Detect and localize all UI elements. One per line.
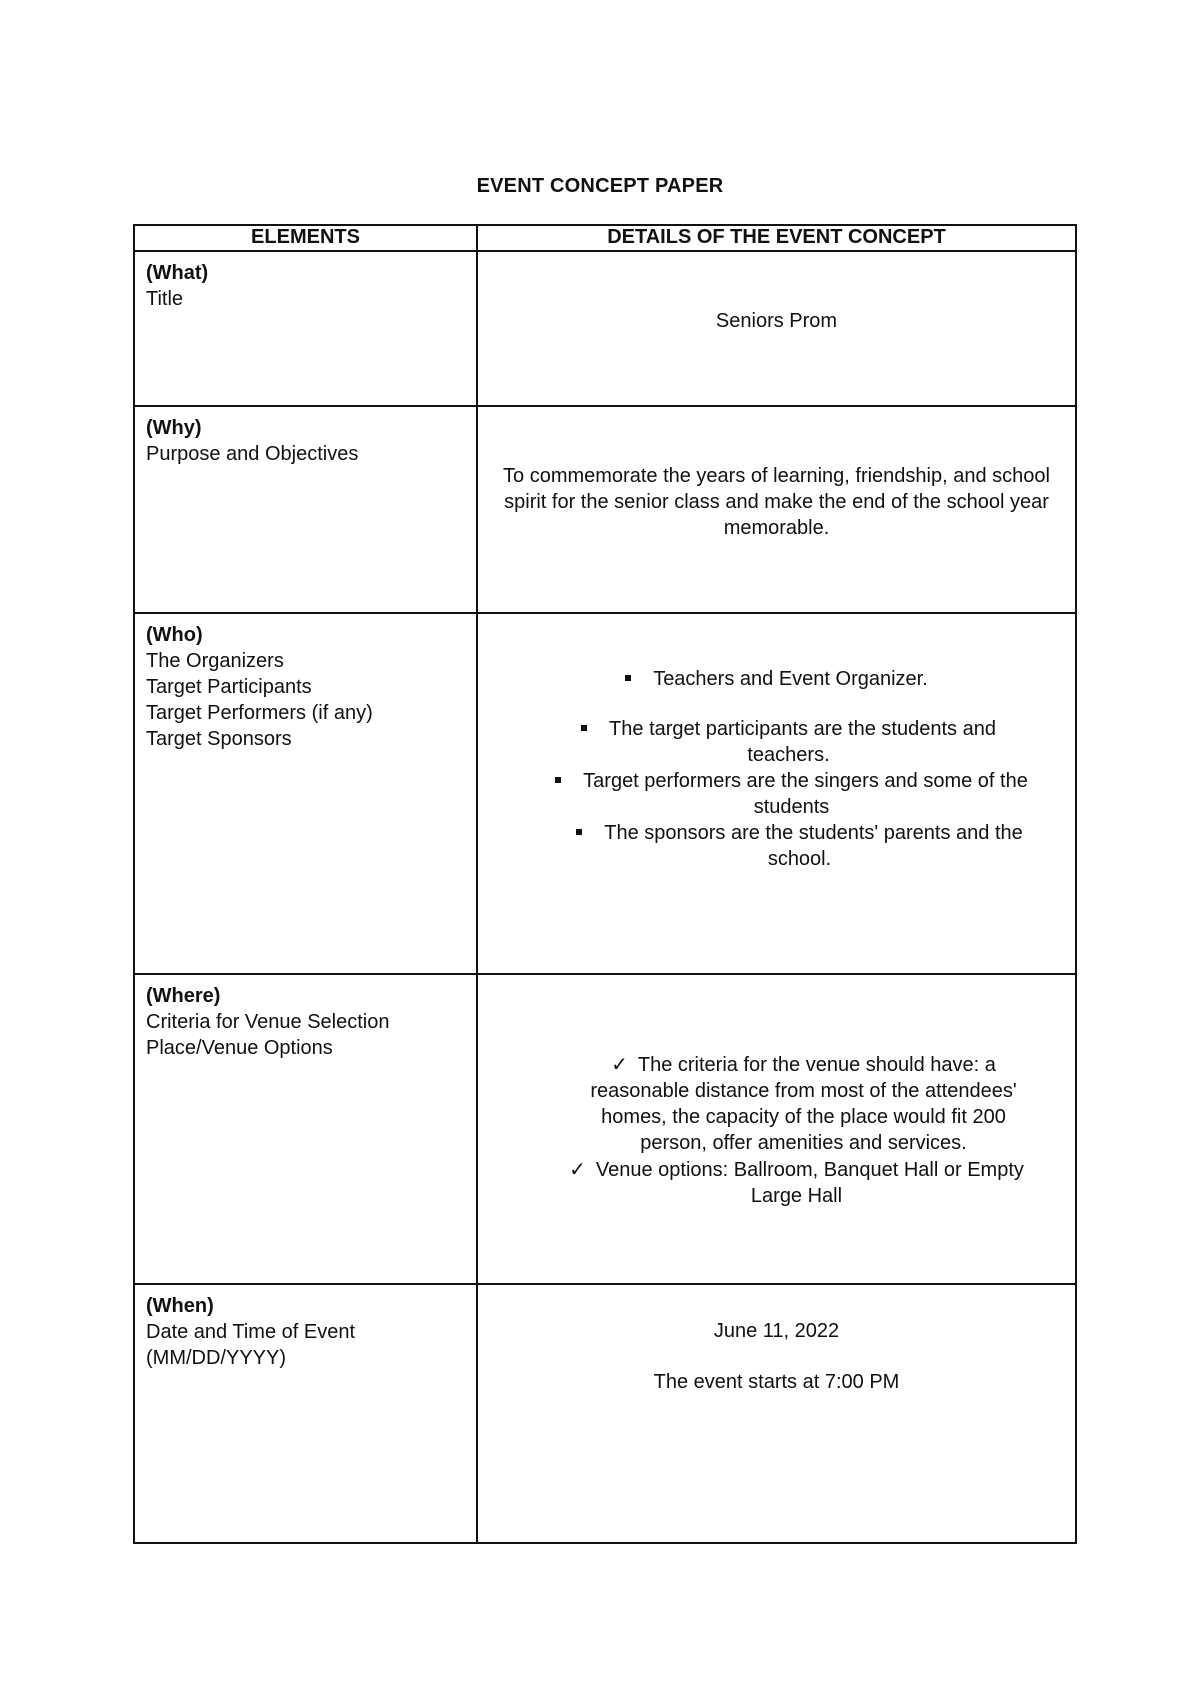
square-bullet-icon xyxy=(576,829,582,835)
table-row xyxy=(134,613,1076,974)
element-label: (MM/DD/YYYY) xyxy=(146,1347,286,1369)
list-item xyxy=(490,820,1063,872)
element-label: Target Performers (if any) xyxy=(146,702,373,724)
list-item-text: The target participants are the students and teachers. xyxy=(609,718,996,766)
detail-cell-who xyxy=(477,613,1076,974)
list-item xyxy=(490,1051,1063,1156)
event-concept-table xyxy=(133,224,1077,1544)
event-time: The event starts at 7:00 PM xyxy=(653,1371,900,1393)
detail-cell-what xyxy=(477,251,1076,406)
list-item xyxy=(490,1156,1063,1209)
checkmark-icon: ✓ xyxy=(569,1157,586,1181)
element-label: Purpose and Objectives xyxy=(146,443,359,465)
list-item-text: The criteria for the venue should have: a reasonable distance from most of the attendees' homes, the capacity of the place would fit 200 person, offer amenities and services. xyxy=(590,1054,1017,1154)
element-tag: (When) xyxy=(146,1295,214,1317)
element-tag: (What) xyxy=(146,262,209,284)
table-row xyxy=(134,251,1076,406)
list-item xyxy=(490,716,1063,768)
header-elements: ELEMENTS xyxy=(134,225,477,251)
list-item-text: Target performers are the singers and some of the students xyxy=(583,770,1028,818)
table-header-row xyxy=(134,225,1076,251)
table-row xyxy=(134,1284,1076,1543)
list-item-text: Teachers and Event Organizer. xyxy=(653,668,928,690)
element-label: Target Participants xyxy=(146,676,312,698)
table-row xyxy=(134,406,1076,613)
element-label: Title xyxy=(146,288,184,310)
page-title: EVENT CONCEPT PAPER xyxy=(476,175,724,197)
checkmark-icon: ✓ xyxy=(611,1052,628,1076)
element-label: The Organizers xyxy=(146,650,284,672)
element-label: Date and Time of Event xyxy=(146,1321,356,1343)
element-label: Criteria for Venue Selection xyxy=(146,1011,390,1033)
element-tag: (Who) xyxy=(146,624,203,646)
element-cell-why xyxy=(134,406,477,613)
detail-cell-where xyxy=(477,974,1076,1284)
element-tag: (Where) xyxy=(146,985,221,1007)
event-date: June 11, 2022 xyxy=(713,1320,840,1342)
header-details: DETAILS OF THE EVENT CONCEPT xyxy=(477,225,1076,251)
detail-cell-why xyxy=(477,406,1076,613)
list-item-text: Venue options: Ballroom, Banquet Hall or Empty Large Hall xyxy=(595,1159,1024,1207)
list-item xyxy=(490,666,1063,692)
table-row xyxy=(134,974,1076,1284)
element-label: Place/Venue Options xyxy=(146,1037,333,1059)
list-item xyxy=(490,768,1063,820)
element-cell-when xyxy=(134,1284,477,1543)
element-cell-what xyxy=(134,251,477,406)
element-cell-who xyxy=(134,613,477,974)
square-bullet-icon xyxy=(555,777,561,783)
purpose-text: To commemorate the years of learning, friendship, and school spirit for the senior class and make the end of the school year memorable. xyxy=(503,465,1050,539)
element-tag: (Why) xyxy=(146,417,202,439)
list-item-text: The sponsors are the students' parents and the school. xyxy=(604,822,1023,870)
square-bullet-icon xyxy=(625,675,631,681)
element-label: Target Sponsors xyxy=(146,728,292,750)
detail-cell-when xyxy=(477,1284,1076,1543)
element-cell-where xyxy=(134,974,477,1284)
event-title: Seniors Prom xyxy=(715,310,838,332)
square-bullet-icon xyxy=(581,725,587,731)
